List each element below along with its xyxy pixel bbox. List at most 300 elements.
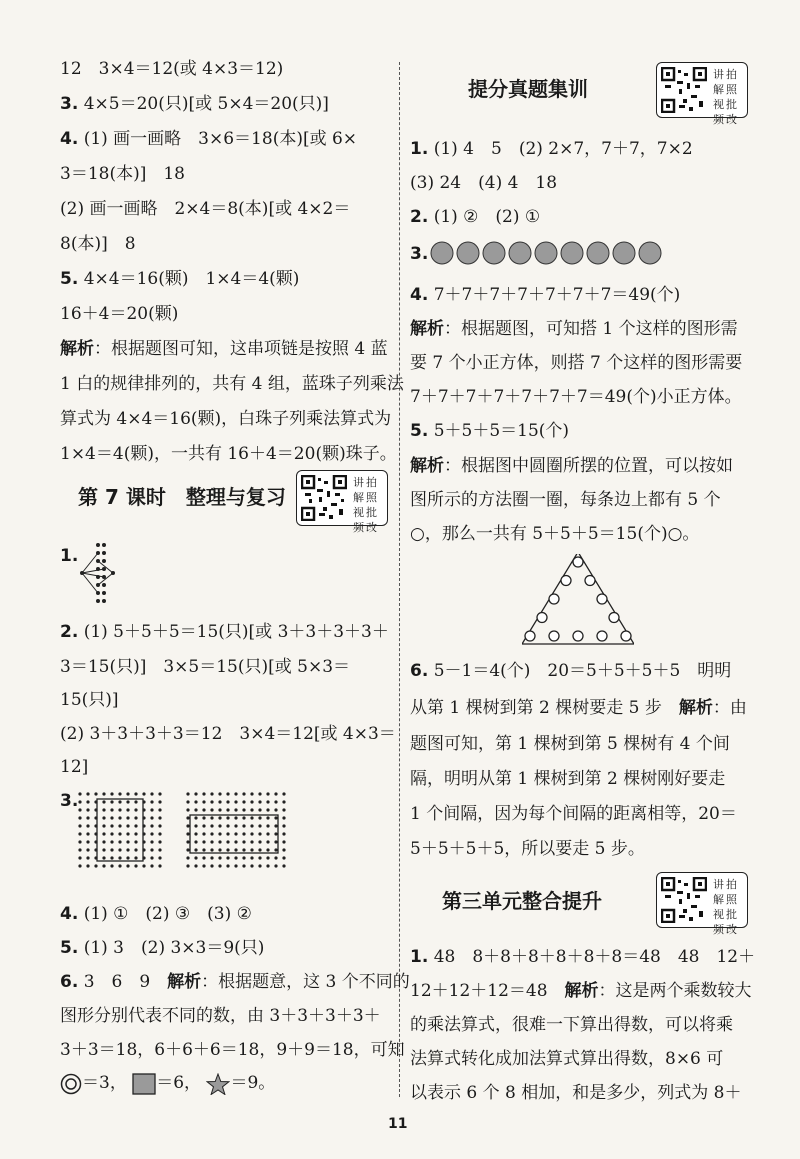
grid-dot <box>242 848 245 851</box>
practice-q3-number: 3. <box>410 244 429 264</box>
grid-dot <box>258 856 261 859</box>
grid-dot <box>102 792 105 795</box>
small-circle <box>537 613 547 623</box>
grid-dot <box>282 864 285 867</box>
gray-circle <box>639 242 661 264</box>
grid-dot <box>186 840 189 843</box>
unit3-line-3: 法算式转化成加法算式算出得数，8×6 可 <box>410 1049 724 1069</box>
analysis-1-line-2: 算式为 4×4＝16(颗)，白珠子列乘法算式为 <box>60 409 392 429</box>
grid-dot <box>194 864 197 867</box>
grid-dot <box>158 832 161 835</box>
grid-dot <box>102 832 105 835</box>
grid-dot <box>86 800 89 803</box>
grid-dot <box>218 808 221 811</box>
grid-dot <box>126 832 129 835</box>
grid-dot <box>78 816 81 819</box>
qr-code-box-right-2[interactable] <box>656 872 748 936</box>
grid-dot <box>150 808 153 811</box>
grid-dot <box>226 840 229 843</box>
analysis-5-line-1: 图所示的方法圈一圈，每条边上都有 5 个 <box>410 490 721 510</box>
grid-dot <box>110 856 113 859</box>
qr-code-box-right-1[interactable] <box>656 62 748 126</box>
grid-dot <box>226 792 229 795</box>
grid-dot <box>126 840 129 843</box>
grid-dot <box>202 832 205 835</box>
grid-dot <box>258 848 261 851</box>
grid-dot <box>258 800 261 803</box>
grid-dot <box>102 800 105 803</box>
grid-dot <box>226 856 229 859</box>
grid-dot <box>234 848 237 851</box>
grid-dot <box>86 824 89 827</box>
grid-dot <box>202 792 205 795</box>
grid-dot <box>102 840 105 843</box>
grid-dot <box>78 848 81 851</box>
grid-dot <box>150 832 153 835</box>
grid-dot <box>158 824 161 827</box>
grid-dot <box>210 848 213 851</box>
practice-q6-line-3: 隔，明明从第 1 棵树到第 2 棵树刚好要走 <box>410 769 726 789</box>
grid-dot <box>78 856 81 859</box>
grid-dot <box>158 840 161 843</box>
grid-dot <box>78 840 81 843</box>
analysis-4-line-2: 7＋7＋7＋7＋7＋7＋7＝49(个)小正方体。 <box>410 387 742 407</box>
grid-dot <box>226 824 229 827</box>
grid-dot <box>210 824 213 827</box>
grid-dot <box>242 792 245 795</box>
analysis-1-line-3: 1×4＝4(颗)，一共有 16＋4＝20(颗)珠子。 <box>60 444 397 464</box>
grid-dot <box>150 792 153 795</box>
grid-dot <box>242 824 245 827</box>
small-circle <box>597 631 607 641</box>
q3-dot-grid-vertical <box>76 790 166 870</box>
practice-q6-line-5: 5＋5＋5＋5，所以要走 5 步。 <box>410 839 645 859</box>
q1-number: 1. <box>60 546 79 566</box>
gray-circle <box>509 242 531 264</box>
grid-dot <box>266 800 269 803</box>
grid-dot <box>158 808 161 811</box>
grid-dot <box>210 832 213 835</box>
grid-dot <box>102 856 105 859</box>
grid-dot <box>142 792 145 795</box>
grid-dot <box>242 856 245 859</box>
practice-q6-line-2: 题图可知，第 1 棵树到第 5 棵树有 4 个间 <box>410 734 730 754</box>
grid-dot <box>282 856 285 859</box>
grid-dot <box>226 808 229 811</box>
left-line-1: 3. 4×5＝20(只)[或 5×4＝20(只)] <box>60 94 329 114</box>
practice-q4-line: 4. 7＋7＋7＋7＋7＋7＋7＝49(个) <box>410 285 681 305</box>
grid-dot <box>126 824 129 827</box>
grid-dot <box>158 816 161 819</box>
grid-dot <box>86 808 89 811</box>
grid-dot <box>186 848 189 851</box>
grid-dot <box>250 856 253 859</box>
grid-dot <box>242 832 245 835</box>
grid-dot <box>250 808 253 811</box>
grid-dot <box>234 832 237 835</box>
grid-dot <box>218 864 221 867</box>
grid-dot <box>150 848 153 851</box>
grid-dot <box>242 840 245 843</box>
grid-dot <box>274 808 277 811</box>
grid-dot <box>86 832 89 835</box>
grid-dot <box>102 808 105 811</box>
q5-line: 5. (1) 3 (2) 3×3＝9(只) <box>60 938 265 958</box>
grid-dot <box>110 808 113 811</box>
grid-dot <box>266 824 269 827</box>
grid-dot <box>134 816 137 819</box>
grid-dot <box>118 848 121 851</box>
gray-square-icon <box>132 1073 156 1095</box>
grid-dot <box>242 816 245 819</box>
qr-code-icon <box>661 67 707 113</box>
grid-dot <box>258 808 261 811</box>
grid-dot <box>86 816 89 819</box>
grid-dot <box>226 848 229 851</box>
qr-caption: 讲拍 解照 视批 频改 <box>713 68 739 126</box>
grid-dot <box>282 824 285 827</box>
grid-dot <box>194 792 197 795</box>
grid-dot <box>274 856 277 859</box>
grid-dot <box>234 856 237 859</box>
qr-code-box[interactable] <box>296 470 388 534</box>
analysis-4-line-1: 要 7 个小正方体，则搭 7 个这样的图形需要 <box>410 353 743 373</box>
grid-dot <box>218 800 221 803</box>
grid-dot <box>266 808 269 811</box>
grid-dot <box>86 792 89 795</box>
grid-dot <box>194 808 197 811</box>
grid-dot <box>258 792 261 795</box>
grid-dot <box>186 856 189 859</box>
grid-dot <box>218 840 221 843</box>
q5-circle-triangle <box>522 554 634 646</box>
grid-dot <box>218 856 221 859</box>
grid-dot <box>258 816 261 819</box>
grid-dot <box>226 816 229 819</box>
grid-dot <box>258 840 261 843</box>
grid-dot <box>234 840 237 843</box>
grid-dot <box>250 792 253 795</box>
grid-dot <box>126 816 129 819</box>
grid-dot <box>118 856 121 859</box>
grid-dot <box>194 800 197 803</box>
grid-dot <box>274 792 277 795</box>
small-circle <box>573 631 583 641</box>
practice-q5-line: 5. 5＋5＋5＝15(个) <box>410 421 570 441</box>
grid-dot <box>118 792 121 795</box>
grid-dot <box>158 864 161 867</box>
grid-dot <box>234 800 237 803</box>
grid-dot <box>194 848 197 851</box>
qr-caption: 讲拍 解照 视批 频改 <box>353 476 379 534</box>
grid-dot <box>266 840 269 843</box>
grid-dot <box>258 824 261 827</box>
grid-dot <box>266 792 269 795</box>
grid-dot <box>250 816 253 819</box>
grid-dot <box>274 832 277 835</box>
grid-dot <box>134 832 137 835</box>
grid-dot <box>274 864 277 867</box>
grid-dot <box>142 864 145 867</box>
grid-dot <box>118 800 121 803</box>
grid-dot <box>234 808 237 811</box>
practice-line-1: (3) 24 (4) 4 18 <box>410 173 558 193</box>
grid-dot <box>282 816 285 819</box>
grid-dot <box>274 840 277 843</box>
grid-dot <box>282 792 285 795</box>
grid-dot <box>150 856 153 859</box>
grid-dot <box>186 800 189 803</box>
small-circle <box>549 631 559 641</box>
grid-dot <box>102 816 105 819</box>
grid-dot <box>126 864 129 867</box>
grid-dot <box>202 864 205 867</box>
grid-dot <box>150 824 153 827</box>
small-circle <box>561 576 571 586</box>
grid-dot <box>78 864 81 867</box>
grid-dot <box>86 848 89 851</box>
q3-dot-grid-horizontal <box>184 790 292 870</box>
practice-line-0: 1. (1) 4 5 (2) 2×7，7＋7，7×2 <box>410 139 693 159</box>
section-title-unit3: 第三单元整合提升 <box>442 889 602 913</box>
grid-dot <box>282 808 285 811</box>
grid-dot <box>258 864 261 867</box>
grid-dot <box>226 832 229 835</box>
grid-dot <box>274 824 277 827</box>
q3-number: 3. <box>60 791 79 811</box>
grid-dot <box>78 832 81 835</box>
q3-circle-row <box>430 239 670 267</box>
grid-dot <box>234 792 237 795</box>
q6-line-1: 图形分别代表不同的数，由 3＋3＋3＋3＋ <box>60 1006 381 1026</box>
analysis-4-line-0: 解析：根据题图，可知搭 1 个这样的图形需 <box>410 319 738 339</box>
section-title-lesson7: 第 7 课时 整理与复习 <box>78 485 286 509</box>
unit3-line-1: 12＋12＋12＝48 解析：这是两个乘数较大 <box>410 981 752 1001</box>
gray-circle <box>613 242 635 264</box>
grid-dot <box>150 800 153 803</box>
grid-dot <box>202 816 205 819</box>
grid-dot <box>118 816 121 819</box>
section-title-practice: 提分真题集训 <box>468 77 588 101</box>
grid-dot <box>250 824 253 827</box>
grid-dot <box>186 792 189 795</box>
grid-dot <box>282 832 285 835</box>
small-circle <box>525 631 535 641</box>
gray-circle <box>561 242 583 264</box>
grid-dot <box>194 832 197 835</box>
grid-dot <box>226 800 229 803</box>
grid-dot <box>234 824 237 827</box>
left-line-4: (2) 画一画略 2×4＝8(本)[或 4×2＝ <box>60 199 351 219</box>
small-circle <box>621 631 631 641</box>
grid-dot <box>218 848 221 851</box>
grid-dot <box>186 808 189 811</box>
grid-dot <box>110 816 113 819</box>
grid-dot <box>150 864 153 867</box>
small-circle <box>549 594 559 604</box>
gray-circle <box>483 242 505 264</box>
grid-dot <box>158 800 161 803</box>
grid-dot <box>134 824 137 827</box>
grid-dot <box>134 840 137 843</box>
grid-dot <box>242 800 245 803</box>
left-line-7: 16＋4＝20(颗) <box>60 304 179 324</box>
grid-dot <box>134 848 137 851</box>
left-line-6: 5. 4×4＝16(颗) 1×4＝4(颗) <box>60 269 300 289</box>
unit3-line-0: 1. 48 8＋8＋8＋8＋8＋8＝48 48 12＋ <box>410 947 756 967</box>
q2-line-0: 2. (1) 5＋5＋5＝15(只)[或 3＋3＋3＋3＋ <box>60 622 389 642</box>
grid-dot <box>158 848 161 851</box>
grid-dot <box>110 824 113 827</box>
grid-dot <box>282 848 285 851</box>
small-circle <box>597 594 607 604</box>
grid-dot <box>242 864 245 867</box>
gray-circle <box>587 242 609 264</box>
grid-dot <box>78 792 81 795</box>
gray-circle <box>535 242 557 264</box>
grid-dot <box>218 832 221 835</box>
grid-dot <box>218 824 221 827</box>
grid-dot <box>250 800 253 803</box>
grid-dot <box>78 808 81 811</box>
small-circle <box>573 557 583 567</box>
grid-dot <box>110 800 113 803</box>
grid-dot <box>202 840 205 843</box>
grid-dot <box>250 848 253 851</box>
grid-dot <box>118 864 121 867</box>
grid-dot <box>258 832 261 835</box>
grid-dot <box>274 848 277 851</box>
grid-dot <box>266 816 269 819</box>
grid-dot <box>134 808 137 811</box>
grid-dot <box>194 856 197 859</box>
grid-dot <box>210 856 213 859</box>
grid-dot <box>110 792 113 795</box>
star-icon <box>206 1073 230 1095</box>
grid-dot <box>94 864 97 867</box>
q2-line-3: (2) 3＋3＋3＋3＝12 3×4＝12[或 4×3＝ <box>60 724 396 744</box>
grid-dot <box>226 864 229 867</box>
grid-dot <box>210 800 213 803</box>
grid-dot <box>234 816 237 819</box>
grid-dot <box>186 864 189 867</box>
grid-dot <box>102 848 105 851</box>
grid-dot <box>134 864 137 867</box>
grid-dot <box>202 824 205 827</box>
practice-q6-line-4: 1 个间隔，因为每个间隔的距离相等，20＝ <box>410 804 737 824</box>
small-circle <box>585 576 595 586</box>
grid-dot <box>202 800 205 803</box>
grid-dot <box>118 832 121 835</box>
grid-dot <box>86 840 89 843</box>
grid-dot <box>134 800 137 803</box>
grid-dot <box>94 792 97 795</box>
practice-q6-line-1: 从第 1 棵树到第 2 棵树要走 5 步 解析：由 <box>410 698 747 718</box>
grid-dot <box>218 792 221 795</box>
grid-dot <box>242 808 245 811</box>
grid-dot <box>126 856 129 859</box>
practice-line-2: 2. (1) ② (2) ① <box>410 207 541 227</box>
grid-dot <box>126 808 129 811</box>
grid-dot <box>202 848 205 851</box>
double-circle-icon <box>60 1073 82 1095</box>
grid-dot <box>186 816 189 819</box>
grid-dot <box>210 816 213 819</box>
q2-line-1: 3＝15(只)] 3×5＝15(只)[或 5×3＝ <box>60 657 351 677</box>
unit3-line-2: 的乘法算式，很难一下算出得数，可以将乘 <box>410 1015 733 1035</box>
q6-line-2: 3＋3＝18，6＋6＋6＝18，9＋9＝18，可知 <box>60 1040 405 1060</box>
grid-dot <box>102 824 105 827</box>
grid-dot <box>194 840 197 843</box>
grid-dot <box>86 864 89 867</box>
grid-dot <box>186 832 189 835</box>
grid-dot <box>186 824 189 827</box>
small-circle <box>609 613 619 623</box>
grid-dot <box>158 792 161 795</box>
grid-dot <box>210 864 213 867</box>
unit3-line-4: 以表示 6 个 8 相加，和是多少，列式为 8＋ <box>410 1083 742 1103</box>
grid-dot <box>78 800 81 803</box>
grid-dot <box>150 840 153 843</box>
left-line-5: 8(本)] 8 <box>60 234 136 254</box>
grid-dot <box>274 816 277 819</box>
practice-q6-line-0: 6. 5－1＝4(个) 20＝5＋5＋5＋5 明明 <box>410 661 732 681</box>
grid-dot <box>194 824 197 827</box>
grid-dot <box>134 856 137 859</box>
grid-dot <box>126 848 129 851</box>
qr-code-icon <box>301 475 347 521</box>
q6-line-0: 6. 3 6 9 解析：根据题意，这 3 个不同的 <box>60 972 410 992</box>
grid-dot <box>118 840 121 843</box>
grid-dot <box>274 800 277 803</box>
grid-dot <box>266 848 269 851</box>
gray-circle <box>431 242 453 264</box>
qr-code-icon <box>661 877 707 923</box>
grid-dot <box>282 800 285 803</box>
grid-dot <box>250 832 253 835</box>
grid-dot <box>210 792 213 795</box>
q2-line-2: 15(只)] <box>60 690 119 710</box>
grid-dot <box>218 816 221 819</box>
grid-dot <box>110 864 113 867</box>
q6-line-3: ＝3， ＝6， ＝9。 <box>60 1072 275 1095</box>
grid-dot <box>266 832 269 835</box>
qr-caption: 讲拍 解照 视批 频改 <box>713 878 739 936</box>
grid-dot <box>126 800 129 803</box>
grid-dot <box>210 840 213 843</box>
analysis-1-line-0: 解析：根据题图可知，这串项链是按照 4 蓝 <box>60 339 388 359</box>
grid-dot <box>282 840 285 843</box>
grid-dot <box>118 808 121 811</box>
gray-circle <box>457 242 479 264</box>
grid-dot <box>202 808 205 811</box>
left-line-0: 12 3×4＝12(或 4×3＝12) <box>60 59 284 79</box>
grid-dot <box>110 832 113 835</box>
q1-star-figure <box>76 540 116 608</box>
grid-dot <box>194 816 197 819</box>
left-line-3: 3＝18(本)] 18 <box>60 164 185 184</box>
grid-dot <box>78 824 81 827</box>
grid-dot <box>110 848 113 851</box>
grid-dot <box>266 856 269 859</box>
analysis-5-line-2: ○，那么一共有 5＋5＋5＝15(个)○。 <box>410 524 700 544</box>
grid-dot <box>250 840 253 843</box>
column-divider <box>399 62 400 1097</box>
grid-dot <box>110 840 113 843</box>
grid-dot <box>134 792 137 795</box>
grid-dot <box>158 856 161 859</box>
grid-dot <box>210 808 213 811</box>
